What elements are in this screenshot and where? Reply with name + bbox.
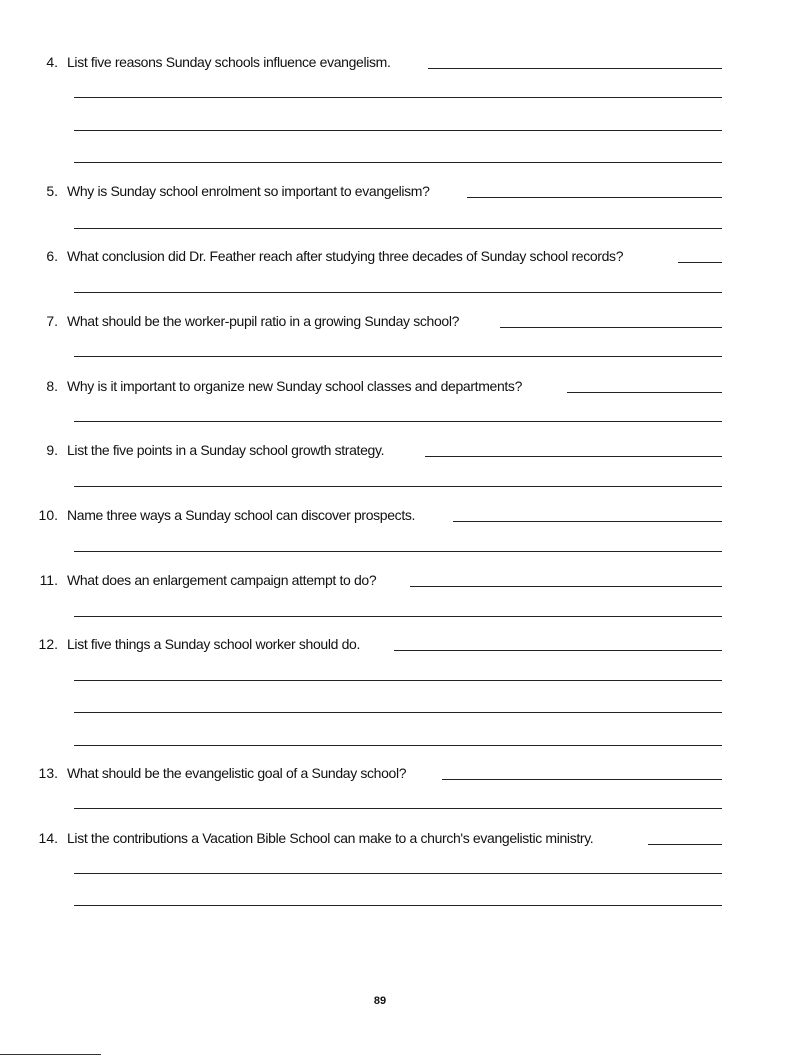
answer-line[interactable] [678, 262, 722, 263]
answer-line[interactable] [442, 779, 722, 780]
answer-line[interactable] [74, 745, 722, 746]
answer-line[interactable] [453, 521, 722, 522]
answer-line[interactable] [74, 421, 722, 422]
question-text: What should be the worker-pupil ratio in a growing Sunday school? [67, 313, 460, 329]
answer-line[interactable] [74, 130, 722, 131]
question-number: 10. [38, 507, 58, 523]
question-number: 4. [46, 54, 58, 70]
answer-line[interactable] [394, 650, 722, 651]
question-11 [0, 571, 799, 595]
answer-line[interactable] [428, 68, 722, 69]
page-edge-rule [0, 1054, 101, 1055]
answer-line[interactable] [410, 586, 722, 587]
question-text: Why is Sunday school enrolment so important to evangelism? [67, 183, 430, 199]
question-10 [0, 506, 799, 530]
answer-line[interactable] [74, 356, 722, 357]
question-text: What does an enlargement campaign attempt to do? [67, 572, 377, 588]
question-4 [0, 53, 799, 77]
question-6 [0, 247, 799, 271]
question-text: List the contributions a Vacation Bible School can make to a church's evangelistic ministry. [67, 830, 594, 846]
question-text: What conclusion did Dr. Feather reach after studying three decades of Sunday school records? [67, 248, 624, 264]
question-number: 9. [46, 442, 58, 458]
answer-line[interactable] [74, 292, 722, 293]
question-number: 6. [46, 248, 58, 264]
answer-line[interactable] [74, 486, 722, 487]
question-number: 14. [38, 830, 58, 846]
answer-line[interactable] [425, 456, 722, 457]
question-number: 7. [46, 313, 58, 329]
question-8 [0, 377, 799, 401]
question-13 [0, 764, 799, 788]
answer-line[interactable] [74, 680, 722, 681]
question-text: Why is it important to organize new Sunday school classes and departments? [67, 378, 523, 394]
question-number: 13. [38, 765, 58, 781]
question-14 [0, 829, 799, 853]
answer-line[interactable] [74, 873, 722, 874]
answer-line[interactable] [467, 197, 722, 198]
answer-line[interactable] [74, 551, 722, 552]
question-text: Name three ways a Sunday school can discover prospects. [67, 507, 416, 523]
answer-line[interactable] [74, 97, 722, 98]
answer-line[interactable] [74, 905, 722, 906]
answer-line[interactable] [500, 327, 722, 328]
question-number: 5. [46, 183, 58, 199]
question-text: List the five points in a Sunday school growth strategy. [67, 442, 385, 458]
answer-line[interactable] [74, 228, 722, 229]
question-number: 8. [46, 378, 58, 394]
question-5 [0, 182, 799, 206]
question-number: 11. [39, 572, 58, 588]
question-12 [0, 635, 799, 659]
question-9 [0, 441, 799, 465]
answer-line[interactable] [567, 392, 722, 393]
question-number: 12. [38, 636, 58, 652]
page-number: 89 [373, 995, 387, 1007]
question-text: List five reasons Sunday schools influence evangelism. [67, 54, 391, 70]
question-text: What should be the evangelistic goal of a Sunday school? [67, 765, 407, 781]
question-7 [0, 312, 799, 336]
answer-line[interactable] [74, 616, 722, 617]
answer-line[interactable] [74, 712, 722, 713]
question-text: List five things a Sunday school worker should do. [67, 636, 361, 652]
answer-line[interactable] [74, 162, 722, 163]
answer-line[interactable] [648, 844, 722, 845]
answer-line[interactable] [74, 808, 722, 809]
